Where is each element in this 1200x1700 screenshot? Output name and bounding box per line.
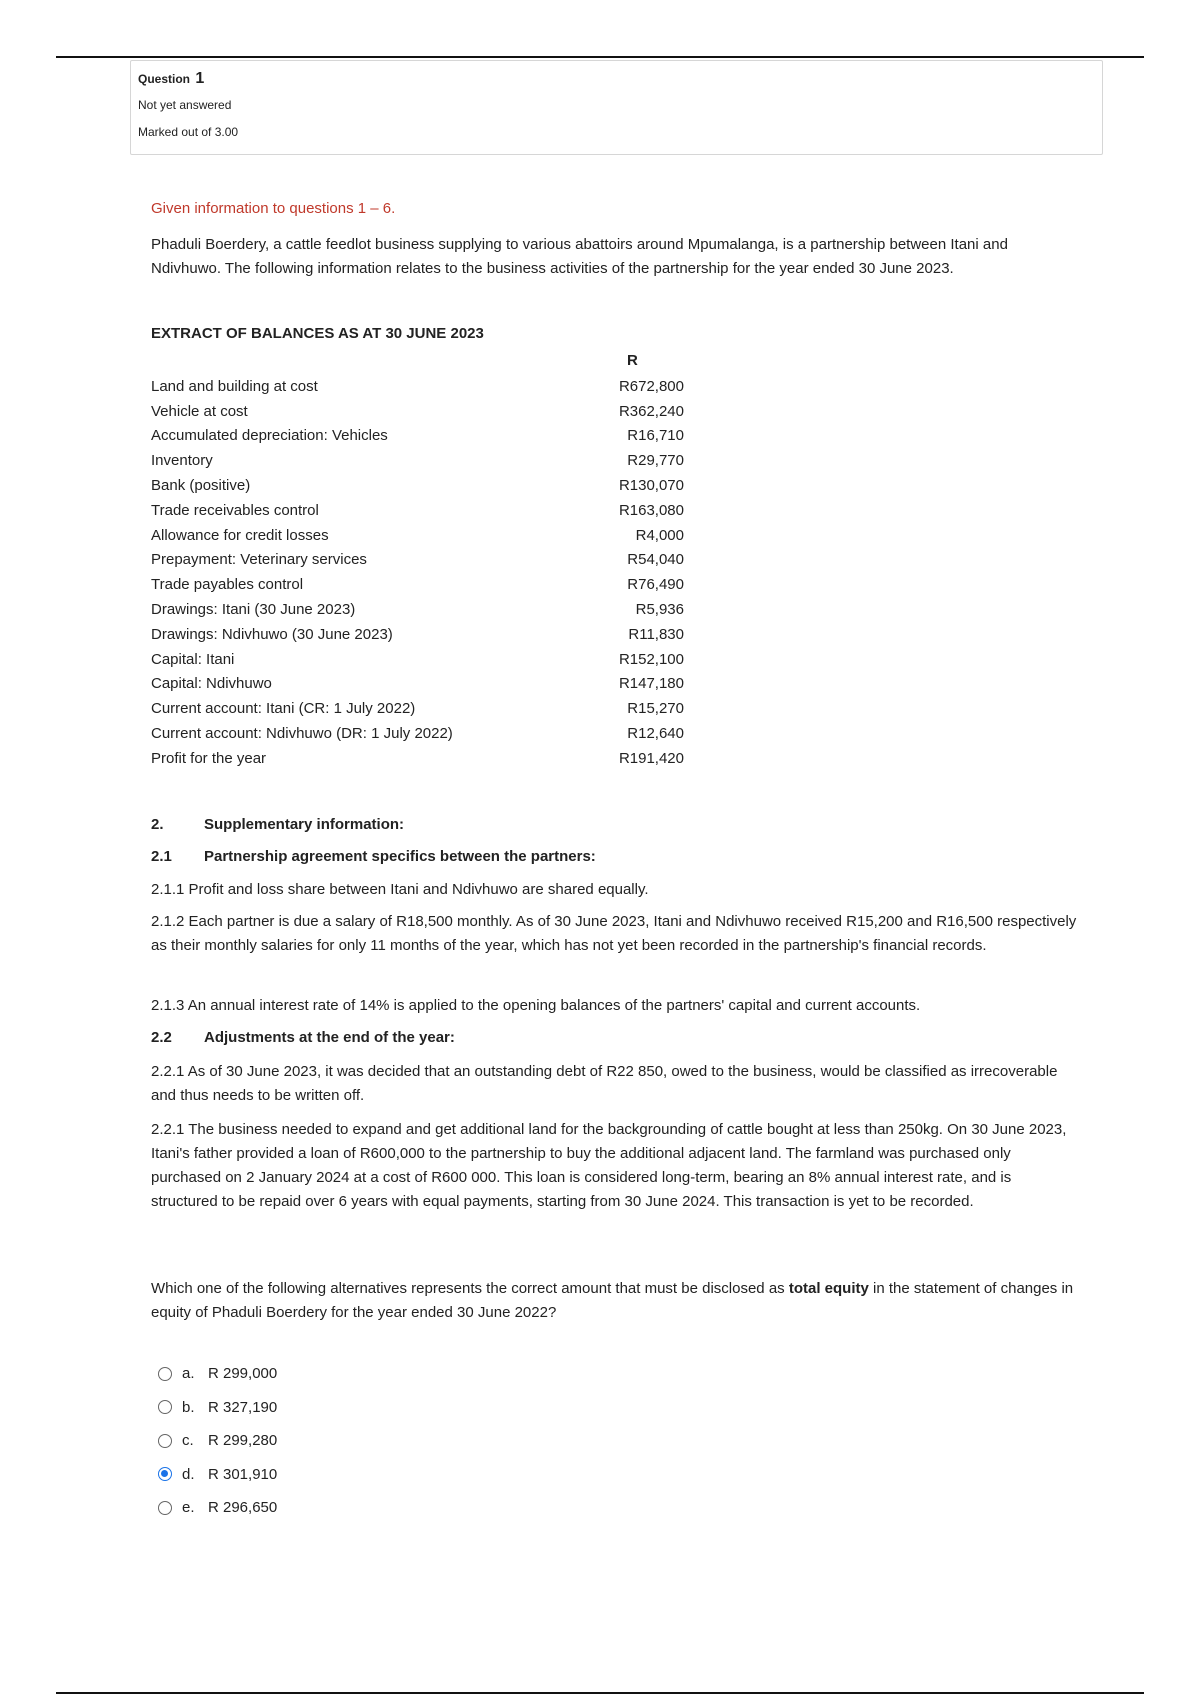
balance-amount: R54,040	[627, 551, 684, 569]
balance-label: Current account: Ndivhuwo (DR: 1 July 2022)	[151, 725, 453, 743]
extract-column-heading: R	[627, 352, 638, 369]
balance-label: Prepayment: Veterinary services	[151, 551, 367, 569]
clause-2-1-2: 2.1.2 Each partner is due a salary of R18,500 monthly. As of 30 June 2023, Itani and Ndivhuwo received R15,200 and R16,500 respectively as their monthly salaries for only 11 months of the year, which has not yet been recorded in the partnership's financial records.	[151, 913, 1077, 954]
answer-text: R 299,000	[208, 1365, 278, 1383]
section-title: Partnership agreement specifics between the partners:	[204, 848, 596, 865]
top-rule	[56, 56, 1144, 58]
bottom-rule	[56, 1692, 1144, 1694]
balance-amount: R5,936	[635, 601, 684, 619]
balance-amount: R130,070	[618, 477, 684, 495]
supplementary-heading	[151, 813, 1081, 837]
balance-row	[151, 498, 684, 523]
given-heading: Given information to questions 1 – 6.	[151, 200, 396, 217]
balance-label: Capital: Ndivhuwo	[151, 675, 272, 693]
balance-amount: R12,640	[627, 725, 684, 743]
radio-selected-icon[interactable]	[158, 1467, 172, 1481]
balance-row	[151, 473, 684, 498]
balance-label: Land and building at cost	[151, 377, 318, 395]
section-number: 2.	[151, 816, 164, 833]
answer-letter: c.	[182, 1432, 194, 1450]
balance-row	[151, 696, 684, 721]
answer-option[interactable]	[158, 1391, 277, 1425]
balance-amount: R191,420	[618, 749, 684, 767]
balance-amount: R672,800	[618, 377, 684, 395]
clause-2-2-1-loan: 2.2.1 The business needed to expand and get additional land for the backgrounding of cattle bought at less than 250kg. On 30 June 2023, Itani's father provided a loan of R600,000 to the partnership to buy the additional adjacent land. The farmland was purchased only purchased on 2 January 2024 at a cost of R600 000. This loan is considered long-term, bearing an 8% annual interest rate, and is structured to be repaid over 6 years with equal payments, starting from 30 June 2024. This transaction is yet to be recorded.	[151, 1121, 1067, 1210]
balance-row	[151, 597, 684, 622]
clause-2-2-1-writeoff: 2.2.1 As of 30 June 2023, it was decided that an outstanding debt of R22 850, owed to the business, would be classified as irrecoverable and thus needs to be written off.	[151, 1063, 1058, 1104]
question-label: Question	[138, 72, 191, 86]
question-emphasis: total equity	[788, 1280, 869, 1297]
balance-label: Capital: Itani	[151, 650, 235, 668]
radio-icon[interactable]	[158, 1501, 172, 1515]
section-number: 2.1	[151, 848, 172, 865]
balance-row	[151, 448, 684, 473]
balance-label: Profit for the year	[151, 749, 267, 767]
answer-option[interactable]	[158, 1424, 277, 1458]
answer-text: R 327,190	[208, 1398, 278, 1416]
clause-2-1-3: 2.1.3 An annual interest rate of 14% is applied to the opening balances of the partners' capital and current accounts.	[151, 997, 921, 1014]
balance-label: Current account: Itani (CR: 1 July 2022)	[151, 700, 416, 718]
balance-label: Drawings: Ndivhuwo (30 June 2023)	[151, 625, 393, 643]
balance-label: Trade receivables control	[151, 501, 319, 519]
radio-icon[interactable]	[158, 1367, 172, 1381]
question-number	[138, 70, 1095, 88]
balance-row	[151, 399, 684, 424]
balance-row	[151, 572, 684, 597]
balance-label: Trade payables control	[151, 576, 304, 594]
balance-amount: R16,710	[627, 427, 684, 445]
balance-amount: R15,270	[627, 700, 684, 718]
answer-option[interactable]	[158, 1458, 277, 1492]
answer-letter: b.	[182, 1398, 195, 1416]
adjustments-heading	[151, 1026, 1081, 1050]
answer-text: R 301,910	[208, 1465, 278, 1483]
question-state: Not yet answered	[138, 98, 232, 112]
balances-table	[151, 374, 684, 771]
balance-row	[151, 647, 684, 672]
question-text	[151, 1277, 1081, 1325]
balance-amount: R152,100	[618, 650, 684, 668]
section-title: Supplementary information:	[204, 816, 405, 833]
question-number-value: 1	[195, 70, 205, 87]
balance-label: Bank (positive)	[151, 477, 251, 495]
answer-option[interactable]	[158, 1491, 277, 1525]
question-grade: Marked out of 3.00	[138, 125, 239, 139]
balance-label: Allowance for credit losses	[151, 526, 329, 544]
answer-letter: e.	[182, 1499, 195, 1517]
balance-label: Drawings: Itani (30 June 2023)	[151, 601, 356, 619]
radio-icon[interactable]	[158, 1434, 172, 1448]
question-text-part: Which one of the following alternatives represents the correct amount that must be disclosed as	[151, 1280, 789, 1297]
question-text-part: in the statement of changes in equity of Phaduli Boerdery for the year ended 30 June 2022?	[151, 1280, 1074, 1321]
balance-label: Inventory	[151, 452, 213, 470]
balance-row	[151, 374, 684, 399]
balance-row	[151, 672, 684, 697]
balance-row	[151, 622, 684, 647]
balance-amount: R29,770	[627, 452, 684, 470]
answer-option[interactable]	[158, 1357, 277, 1391]
balance-label: Accumulated depreciation: Vehicles	[151, 427, 388, 445]
partnership-agreement-heading	[151, 845, 1081, 869]
section-number: 2.2	[151, 1029, 172, 1046]
balance-amount: R147,180	[618, 675, 684, 693]
question-info-box	[130, 60, 1103, 155]
answer-text: R 296,650	[208, 1499, 278, 1517]
balance-row	[151, 424, 684, 449]
intro-paragraph: Phaduli Boerdery, a cattle feedlot business supplying to various abattoirs around Mpumalanga, is a partnership between Itani and Ndivhuwo. The following information relates to the business activities of the partnership for the year ended 30 June 2023.	[151, 236, 1008, 277]
radio-icon[interactable]	[158, 1400, 172, 1414]
answer-options	[158, 1357, 277, 1525]
extract-title: EXTRACT OF BALANCES AS AT 30 JUNE 2023	[151, 325, 484, 342]
balance-amount: R11,830	[628, 625, 684, 643]
answer-text: R 299,280	[208, 1432, 278, 1450]
balance-row	[151, 523, 684, 548]
section-title: Adjustments at the end of the year:	[204, 1029, 455, 1046]
balance-amount: R76,490	[627, 576, 684, 594]
balance-amount: R362,240	[618, 402, 684, 420]
clause-2-1-1: 2.1.1 Profit and loss share between Itani and Ndivhuwo are shared equally.	[151, 881, 649, 898]
balance-row	[151, 721, 684, 746]
balance-label: Vehicle at cost	[151, 402, 248, 420]
answer-letter: d.	[182, 1465, 195, 1483]
balance-amount: R163,080	[618, 501, 684, 519]
balance-row	[151, 548, 684, 573]
answer-letter: a.	[182, 1365, 195, 1383]
balance-amount: R4,000	[635, 526, 684, 544]
balance-row	[151, 746, 684, 771]
